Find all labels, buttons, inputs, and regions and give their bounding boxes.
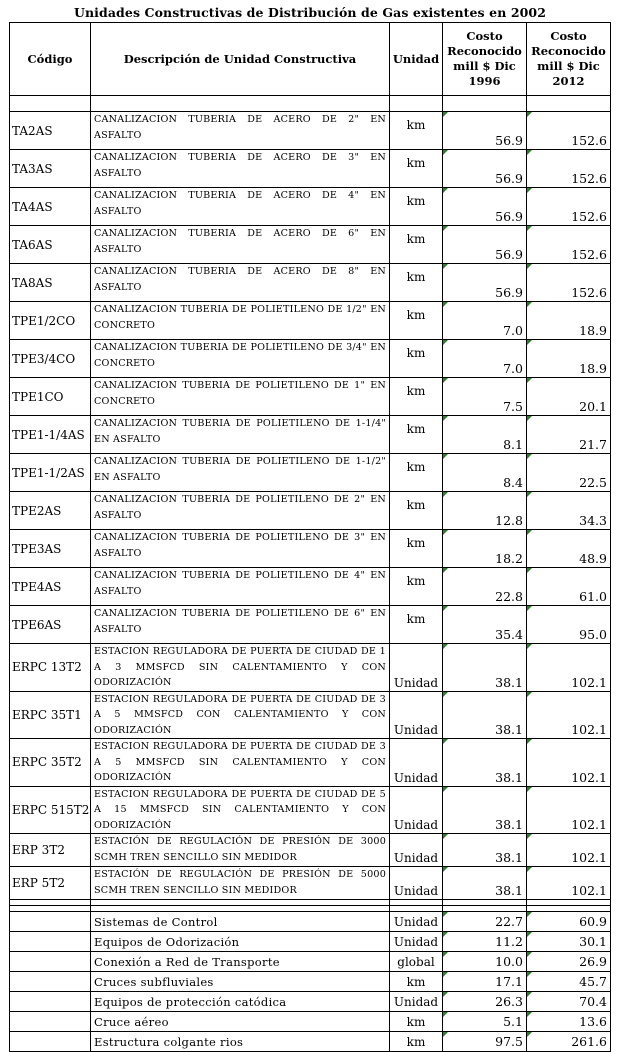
row-unit: km	[390, 340, 443, 378]
row-description: Sistemas de Control	[91, 912, 390, 932]
row-cost-2012	[527, 834, 611, 867]
cell-marker-icon	[527, 972, 532, 977]
row-cost-1996	[443, 1032, 527, 1052]
row-description: Cruce aéreo	[91, 1012, 390, 1032]
row-unit: Unidad	[390, 739, 443, 787]
row-cost-1996	[443, 1012, 527, 1032]
table-row	[10, 416, 611, 454]
cell-marker-icon	[443, 867, 448, 872]
row-cost-1996-value: 38.1	[495, 722, 523, 737]
row-cost-1996-value: 56.9	[495, 247, 523, 262]
row-cost-1996-value: 38.1	[495, 674, 523, 690]
cell-marker-icon	[443, 530, 448, 535]
row-cost-2012	[527, 378, 611, 416]
row-cost-2012	[527, 972, 611, 992]
row-unit: km	[390, 150, 443, 188]
row-description: Equipos de Odorización	[91, 932, 390, 952]
row-description: CANALIZACION TUBERIA DE ACERO DE 2" EN ASFALTO	[91, 112, 390, 150]
row-cost-2012	[527, 416, 611, 454]
row-code: TA2AS	[10, 112, 91, 150]
row-code	[10, 1012, 91, 1032]
cell-marker-icon	[527, 378, 532, 383]
cell-marker-icon	[443, 834, 448, 839]
cell-marker-icon	[443, 340, 448, 345]
cell-marker-icon	[443, 739, 448, 744]
row-unit: km	[390, 378, 443, 416]
row-cost-2012	[527, 932, 611, 952]
row-unit: Unidad	[390, 691, 443, 739]
cost-table	[9, 22, 611, 1052]
row-description: ESTACION REGULADORA DE PUERTA DE CIUDAD DE 1 A 3 MMSFCD SIN CALENTAMIENTO Y CON ODORIZACIÓN	[91, 644, 390, 692]
row-code: TPE1-1/4AS	[10, 416, 91, 454]
row-cost-1996-value: 56.9	[495, 285, 523, 300]
row-cost-1996	[443, 972, 527, 992]
row-cost-2012	[527, 150, 611, 188]
row-code: TPE1-1/2AS	[10, 454, 91, 492]
row-code: TPE3/4CO	[10, 340, 91, 378]
row-cost-1996-value: 56.9	[495, 133, 523, 148]
row-unit: km	[390, 302, 443, 340]
row-description: CANALIZACION TUBERIA DE POLIETILENO DE 6" EN ASFALTO	[91, 606, 390, 644]
row-cost-1996	[443, 932, 527, 952]
cell-marker-icon	[443, 568, 448, 573]
row-cost-1996	[443, 340, 527, 378]
row-cost-2012-value: 18.9	[579, 361, 607, 376]
empty-cell	[390, 96, 443, 112]
cell-marker-icon	[527, 692, 532, 697]
row-code: TA3AS	[10, 150, 91, 188]
row-cost-2012	[527, 492, 611, 530]
row-cost-1996	[443, 530, 527, 568]
row-unit: Unidad	[390, 834, 443, 867]
cell-marker-icon	[443, 264, 448, 269]
row-unit: km	[390, 226, 443, 264]
row-description: ESTACIÓN DE REGULACIÓN DE PRESIÓN DE 5000 SCMH TREN SENCILLO SIN MEDIDOR	[91, 867, 390, 900]
row-cost-1996	[443, 992, 527, 1012]
table-row	[10, 867, 611, 900]
row-cost-1996	[443, 378, 527, 416]
row-cost-2012	[527, 340, 611, 378]
table-row	[10, 912, 611, 932]
row-code: TPE1/2CO	[10, 302, 91, 340]
row-cost-1996	[443, 264, 527, 302]
row-cost-2012	[527, 188, 611, 226]
row-description: CANALIZACION TUBERIA DE POLIETILENO DE 1-1/4" EN ASFALTO	[91, 416, 390, 454]
cell-marker-icon	[443, 644, 448, 649]
row-description: CANALIZACION TUBERIA DE POLIETILENO DE 3/4" EN CONCRETO	[91, 340, 390, 378]
table-row	[10, 264, 611, 302]
row-description: Cruces subfluviales	[91, 972, 390, 992]
table-row	[10, 992, 611, 1012]
row-unit: Unidad	[390, 867, 443, 900]
row-cost-1996	[443, 691, 527, 739]
row-description: CANALIZACION TUBERIA DE POLIETILENO DE 1-1/2" EN ASFALTO	[91, 454, 390, 492]
row-code: ERPC 515T2	[10, 786, 91, 834]
row-code: TPE4AS	[10, 568, 91, 606]
row-cost-1996-value: 18.2	[495, 551, 523, 566]
cell-marker-icon	[443, 454, 448, 459]
row-cost-2012	[527, 867, 611, 900]
row-unit: km	[390, 416, 443, 454]
header-descripcion: Descripción de Unidad Constructiva	[91, 23, 390, 96]
row-unit: km	[390, 1012, 443, 1032]
cell-marker-icon	[443, 992, 448, 997]
row-cost-1996	[443, 112, 527, 150]
table-row	[10, 530, 611, 568]
table-row	[10, 1012, 611, 1032]
row-cost-2012-value: 102.1	[571, 817, 607, 832]
row-unit: km	[390, 112, 443, 150]
row-cost-1996	[443, 644, 527, 692]
table-row	[10, 454, 611, 492]
row-cost-2012-value: 26.9	[579, 954, 607, 969]
row-cost-2012-value: 152.6	[571, 171, 607, 186]
row-cost-2012-value: 13.6	[579, 1014, 607, 1029]
cell-marker-icon	[527, 530, 532, 535]
table-row	[10, 606, 611, 644]
table-row	[10, 644, 611, 692]
row-cost-1996-value: 12.8	[495, 513, 523, 528]
row-cost-2012	[527, 644, 611, 692]
row-cost-1996	[443, 867, 527, 900]
row-cost-1996	[443, 150, 527, 188]
row-cost-2012-value: 34.3	[579, 513, 607, 528]
cell-marker-icon	[443, 1032, 448, 1037]
row-cost-2012-value: 22.5	[579, 475, 607, 490]
cell-marker-icon	[527, 150, 532, 155]
cell-marker-icon	[443, 932, 448, 937]
row-code	[10, 952, 91, 972]
row-cost-1996-value: 7.0	[503, 361, 523, 376]
row-cost-1996-value: 7.5	[503, 399, 523, 414]
cell-marker-icon	[527, 416, 532, 421]
cell-marker-icon	[527, 226, 532, 231]
row-cost-1996	[443, 952, 527, 972]
row-code: TPE6AS	[10, 606, 91, 644]
row-unit: km	[390, 530, 443, 568]
row-cost-1996-value: 26.3	[495, 994, 523, 1009]
row-cost-2012	[527, 112, 611, 150]
row-description: Estructura colgante rios	[91, 1032, 390, 1052]
row-code: ERPC 35T1	[10, 691, 91, 739]
cell-marker-icon	[443, 302, 448, 307]
row-code	[10, 1032, 91, 1052]
row-cost-2012	[527, 1012, 611, 1032]
row-cost-2012-value: 18.9	[579, 323, 607, 338]
row-cost-2012	[527, 264, 611, 302]
row-code: ERPC 13T2	[10, 644, 91, 692]
header-codigo: Código	[10, 23, 91, 96]
cell-marker-icon	[527, 264, 532, 269]
row-cost-1996-value: 38.1	[495, 883, 523, 898]
row-description: Equipos de protección catódica	[91, 992, 390, 1012]
row-description: CANALIZACION TUBERIA DE ACERO DE 8" EN ASFALTO	[91, 264, 390, 302]
cell-marker-icon	[527, 492, 532, 497]
table-row	[10, 786, 611, 834]
row-cost-1996	[443, 834, 527, 867]
cell-marker-icon	[443, 952, 448, 957]
row-description: CANALIZACION TUBERIA DE POLIETILENO DE 2" EN ASFALTO	[91, 492, 390, 530]
row-description: CANALIZACION TUBERIA DE POLIETILENO DE 4" EN ASFALTO	[91, 568, 390, 606]
cell-marker-icon	[527, 568, 532, 573]
row-cost-2012-value: 152.6	[571, 285, 607, 300]
row-unit: global	[390, 952, 443, 972]
row-unit: Unidad	[390, 992, 443, 1012]
row-unit: km	[390, 264, 443, 302]
row-cost-1996	[443, 739, 527, 787]
row-cost-2012-value: 152.6	[571, 133, 607, 148]
cell-marker-icon	[443, 606, 448, 611]
row-code	[10, 932, 91, 952]
cell-marker-icon	[443, 112, 448, 117]
row-code: TA8AS	[10, 264, 91, 302]
spacer-row	[10, 96, 611, 112]
row-cost-1996-value: 38.1	[495, 769, 523, 785]
row-cost-2012-value: 60.9	[579, 914, 607, 929]
cell-marker-icon	[527, 834, 532, 839]
row-unit: km	[390, 606, 443, 644]
cell-marker-icon	[443, 972, 448, 977]
row-code: TPE2AS	[10, 492, 91, 530]
row-code	[10, 992, 91, 1012]
row-code: ERPC 35T2	[10, 739, 91, 787]
row-cost-2012-value: 152.6	[571, 247, 607, 262]
row-cost-2012-value: 20.1	[579, 399, 607, 414]
table-row	[10, 739, 611, 787]
table-row	[10, 378, 611, 416]
header-unidad: Unidad	[390, 23, 443, 96]
row-cost-1996	[443, 454, 527, 492]
row-description: CANALIZACION TUBERIA DE POLIETILENO DE 3" EN ASFALTO	[91, 530, 390, 568]
cell-marker-icon	[443, 188, 448, 193]
cell-marker-icon	[527, 302, 532, 307]
row-description: ESTACION REGULADORA DE PUERTA DE CIUDAD DE 3 A 5 MMSFCD SIN CALENTAMIENTO Y CON ODORIZACIÓN	[91, 739, 390, 787]
row-unit: km	[390, 972, 443, 992]
table-row	[10, 691, 611, 739]
row-cost-2012-value: 21.7	[579, 437, 607, 452]
row-cost-1996-value: 8.1	[503, 437, 523, 452]
header-costo-2012: Costo Reconocido mill $ Dic 2012	[527, 23, 611, 96]
row-cost-2012	[527, 1032, 611, 1052]
table-body	[10, 96, 611, 1052]
row-cost-1996	[443, 492, 527, 530]
row-cost-1996	[443, 568, 527, 606]
row-cost-1996-value: 8.4	[503, 475, 523, 490]
row-code: ERP 5T2	[10, 867, 91, 900]
row-description: ESTACION REGULADORA DE PUERTA DE CIUDAD DE 5 A 15 MMSFCD SIN CALENTAMIENTO Y CON ODORIZACIÓN	[91, 786, 390, 834]
cell-marker-icon	[443, 378, 448, 383]
row-cost-2012	[527, 691, 611, 739]
table-title: Unidades Constructivas de Distribución de Gas existentes en 2002	[73, 5, 547, 20]
cell-marker-icon	[527, 340, 532, 345]
row-cost-1996-value: 38.1	[495, 817, 523, 832]
row-cost-2012-value: 30.1	[579, 934, 607, 949]
table-row	[10, 112, 611, 150]
cell-marker-icon	[527, 739, 532, 744]
row-cost-1996	[443, 606, 527, 644]
table-row	[10, 568, 611, 606]
empty-cell	[527, 96, 611, 112]
cell-marker-icon	[527, 1032, 532, 1037]
row-unit: km	[390, 1032, 443, 1052]
cell-marker-icon	[527, 188, 532, 193]
cell-marker-icon	[527, 952, 532, 957]
row-cost-1996-value: 38.1	[495, 850, 523, 865]
cell-marker-icon	[443, 226, 448, 231]
row-cost-1996	[443, 188, 527, 226]
cell-marker-icon	[527, 1012, 532, 1017]
row-cost-2012-value: 95.0	[579, 627, 607, 642]
row-cost-1996-value: 56.9	[495, 171, 523, 186]
row-cost-1996-value: 5.1	[503, 1014, 523, 1029]
table-row	[10, 834, 611, 867]
cell-marker-icon	[527, 912, 532, 917]
table-row	[10, 972, 611, 992]
row-unit: km	[390, 568, 443, 606]
row-description: CANALIZACION TUBERIA DE ACERO DE 3" EN ASFALTO	[91, 150, 390, 188]
table-row	[10, 952, 611, 972]
table-row	[10, 302, 611, 340]
row-unit: Unidad	[390, 932, 443, 952]
row-cost-2012	[527, 739, 611, 787]
row-cost-2012	[527, 606, 611, 644]
table-row	[10, 492, 611, 530]
cell-marker-icon	[527, 644, 532, 649]
row-description: CANALIZACION TUBERIA DE ACERO DE 4" EN ASFALTO	[91, 188, 390, 226]
table-row	[10, 932, 611, 952]
row-unit: km	[390, 454, 443, 492]
row-code: TA4AS	[10, 188, 91, 226]
cell-marker-icon	[527, 112, 532, 117]
row-cost-2012-value: 102.1	[571, 883, 607, 898]
row-unit: Unidad	[390, 786, 443, 834]
row-cost-2012	[527, 912, 611, 932]
table-row	[10, 150, 611, 188]
row-cost-2012	[527, 530, 611, 568]
row-cost-1996-value: 56.9	[495, 209, 523, 224]
cell-marker-icon	[443, 150, 448, 155]
table-row	[10, 226, 611, 264]
row-code: TPE3AS	[10, 530, 91, 568]
row-cost-2012	[527, 568, 611, 606]
row-code	[10, 972, 91, 992]
row-cost-2012-value: 70.4	[579, 994, 607, 1009]
empty-cell	[443, 96, 527, 112]
row-description: ESTACIÓN DE REGULACIÓN DE PRESIÓN DE 3000 SCMH TREN SENCILLO SIN MEDIDOR	[91, 834, 390, 867]
row-description: CANALIZACION TUBERIA DE ACERO DE 6" EN ASFALTO	[91, 226, 390, 264]
row-cost-2012	[527, 226, 611, 264]
cell-marker-icon	[443, 912, 448, 917]
row-unit: Unidad	[390, 644, 443, 692]
row-unit: km	[390, 492, 443, 530]
row-cost-2012-value: 45.7	[579, 974, 607, 989]
empty-cell	[91, 96, 390, 112]
table-row	[10, 188, 611, 226]
row-cost-1996-value: 22.7	[495, 914, 523, 929]
row-cost-2012-value: 152.6	[571, 209, 607, 224]
row-cost-1996-value: 35.4	[495, 627, 523, 642]
row-code: TPE1CO	[10, 378, 91, 416]
row-description: CANALIZACION TUBERIA DE POLIETILENO DE 1" EN CONCRETO	[91, 378, 390, 416]
row-cost-1996-value: 11.2	[495, 934, 523, 949]
row-cost-1996-value: 10.0	[495, 954, 523, 969]
row-code	[10, 912, 91, 932]
row-unit: Unidad	[390, 912, 443, 932]
row-cost-2012-value: 102.1	[571, 769, 607, 785]
row-cost-1996	[443, 302, 527, 340]
header-costo-1996: Costo Reconocido mill $ Dic 1996	[443, 23, 527, 96]
row-code: ERP 3T2	[10, 834, 91, 867]
row-cost-1996-value: 17.1	[495, 974, 523, 989]
row-cost-2012	[527, 302, 611, 340]
cell-marker-icon	[527, 867, 532, 872]
row-description: CANALIZACION TUBERIA DE POLIETILENO DE 1/2" EN CONCRETO	[91, 302, 390, 340]
cell-marker-icon	[443, 787, 448, 792]
row-cost-2012	[527, 952, 611, 972]
row-cost-2012-value: 102.1	[571, 674, 607, 690]
cell-marker-icon	[527, 992, 532, 997]
row-cost-1996	[443, 226, 527, 264]
empty-cell	[10, 96, 91, 112]
cell-marker-icon	[443, 416, 448, 421]
row-cost-1996	[443, 786, 527, 834]
row-cost-1996-value: 22.8	[495, 589, 523, 604]
cell-marker-icon	[527, 606, 532, 611]
cell-marker-icon	[527, 787, 532, 792]
row-cost-2012-value: 48.9	[579, 551, 607, 566]
cell-marker-icon	[527, 454, 532, 459]
row-cost-1996-value: 7.0	[503, 323, 523, 338]
row-code: TA6AS	[10, 226, 91, 264]
row-cost-2012	[527, 454, 611, 492]
row-unit: km	[390, 188, 443, 226]
table-row	[10, 340, 611, 378]
row-cost-1996	[443, 416, 527, 454]
cell-marker-icon	[443, 692, 448, 697]
row-cost-2012	[527, 992, 611, 1012]
row-description: ESTACION REGULADORA DE PUERTA DE CIUDAD DE 3 A 5 MMSFCD CON CALENTAMIENTO Y CON ODORIZACIÓN	[91, 691, 390, 739]
row-cost-2012-value: 61.0	[579, 589, 607, 604]
table-row	[10, 1032, 611, 1052]
row-cost-2012-value: 261.6	[571, 1034, 607, 1049]
cell-marker-icon	[443, 492, 448, 497]
row-cost-1996	[443, 912, 527, 932]
row-cost-2012-value: 102.1	[571, 722, 607, 737]
row-cost-2012-value: 102.1	[571, 850, 607, 865]
row-cost-1996-value: 97.5	[495, 1034, 523, 1049]
cell-marker-icon	[443, 1012, 448, 1017]
cell-marker-icon	[527, 932, 532, 937]
row-description: Conexión a Red de Transporte	[91, 952, 390, 972]
row-cost-2012	[527, 786, 611, 834]
